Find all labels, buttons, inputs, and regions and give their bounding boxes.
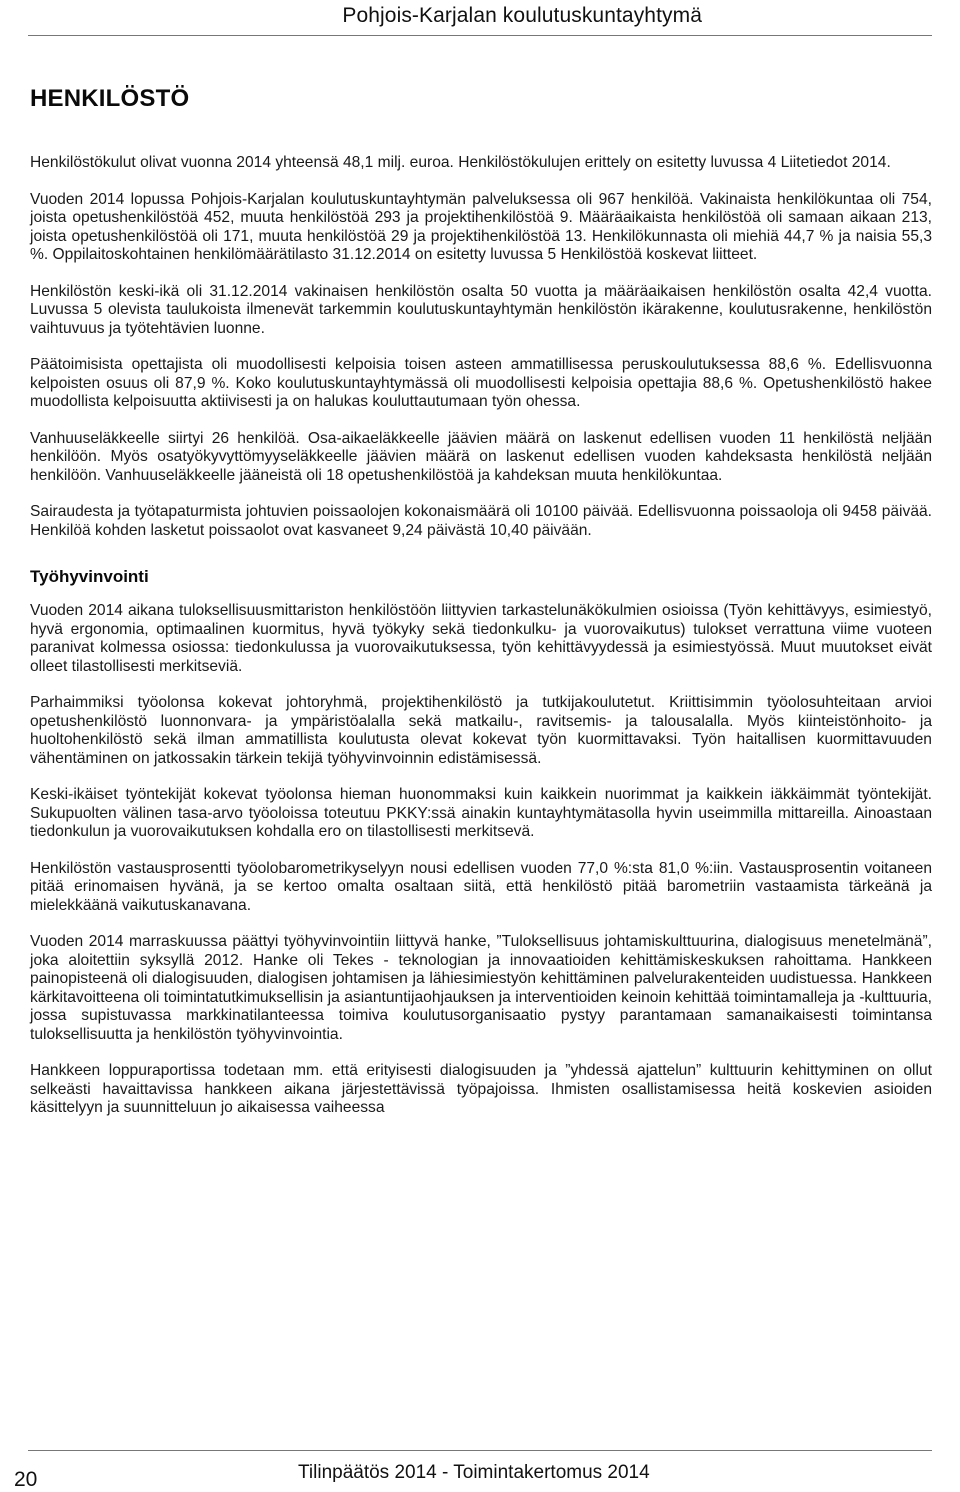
paragraph-response-rate: Henkilöstön vastausprosentti työolobarometrikyselyyn nousi edellisen vuoden 77,0 %:sta 81,0 %:iin. Vastausprosentin voitaneen pitää erinomaisen hyvänä, ja se kertoo omalta osaltaan siitä, että henkilöstö pitää barometriin vastaamista tärkeänä ja mielekkäänä vaikutuskanavana. [30, 859, 932, 914]
paragraph-final-report: Hankkeen loppuraportissa todetaan mm. että erityisesti dialogisuuden ja ”yhdessä ajattelun” kulttuurin kehittyminen on ollut selkeästi havaittavissa hankkeen aikana järjestettävissä työpajoissa. Ihmisten osallistamisessa heitä koskevien asioiden käsittelyyn ja suunnitteluun jo aikaisessa vaiheessa [30, 1062, 932, 1116]
footer-divider [28, 1450, 932, 1451]
paragraph-personnel-costs: Henkilöstökulut olivat vuonna 2014 yhteensä 48,1 milj. euroa. Henkilöstökulujen erittely on esitetty luvussa 4 Liitetiedot 2014. [30, 154, 891, 171]
page-number: 20 [14, 1468, 38, 1491]
paragraph-qualifications: Päätoimisista opettajista oli muodollisesti kelpoisia toisen asteen ammatillisessa peruskoulutuksessa 88,6 %. Edellisvuonna kelpoisten osuus oli 87,9 %. Koko koulutuskuntayhtymässä oli muodollisesti kelpoisia opettajia 88,6 %. Opetushenkilöstö hakee muodollista kelpoisuutta aktiivisesti ja on halukas kouluttautumaan työn ohessa. [30, 356, 932, 410]
section-title: HENKILÖSTÖ [30, 85, 190, 112]
paragraph-absences: Sairaudesta ja työtapaturmista johtuvien poissaolojen kokonaismäärä oli 10100 päivää. Edellisvuonna poissaoloja oli 9458 päivää. Henkilöä kohden lasketut poissaolot ovat kasvaneet 9,24 päivästä 10,40 päivään. [30, 503, 932, 539]
header-divider [28, 35, 932, 36]
subsection-title: Työhyvinvointi [30, 567, 149, 586]
paragraph-average-age: Henkilöstön keski-ikä oli 31.12.2014 vakinaisen henkilöstön osalta 50 vuotta ja määräaikaisen henkilöstön osalta 42,4 vuotta. Luvussa 5 olevista taulukoista ilmenevät tarkemmin koulutuskuntayhtymän henkilöstön ikärakenne, koulutusrakenne, henkilöstön vaihtuvuus ja työtehtävien luonne. [30, 282, 932, 337]
paragraph-project: Vuoden 2014 marraskuussa päättyi työhyvinvointiin liittyvä hanke, ”Tuloksellisuus johtamiskulttuurina, dialogisuus menetelmänä”, joka aloitettiin syksyllä 2012. Hanke oli Tekes - teknologian ja innovaatioiden kehittämiskeskuksen rahoittama. Hankkeen painopisteenä oli dialogisuuden, dialogisen johtamisen ja lähiesimiestyön kehittäminen palvelurakenteiden uudistuessa. Hankkeen kärkitavoitteena oli toimintatutkimuksellisin ja asiantuntijaohjauksen ja interventioiden keinoin kehittää toimintamalleja ja -kulttuuria, jossa supistuvassa markkinatilanteessa toimiva koulutusorganisaatio pystyy parantamaan samanaikaisesti toimintansa tuloksellisuutta ja henkilöstön työhyvinvointia. [30, 933, 932, 1043]
running-header: Pohjois-Karjalan koulutuskuntayhtymä [342, 4, 702, 27]
paragraph-best-conditions: Parhaimmiksi työolonsa kokevat johtoryhmä, projektihenkilöstö ja tutkijakoulutetut. Kriittisimmin työolosuhteitaan arvioi opetushenkilöstö luonnonvara- ja ympäristöalalla sekä matkailu-, ravitsemis- ja talousalalla. Myös kiinteistönhoito- ja huoltohenkilöstö sekä ilman ammatillista koulutusta olevat kokevat työn kuormittavaksi. Työn haitallisen kuormittavuuden vähentäminen on jatkossakin tärkein tekijä työhyvinvoinnin edistämisessä. [30, 694, 932, 767]
footer-title: Tilinpäätös 2014 - Toimintakertomus 2014 [298, 1462, 650, 1483]
page-content [30, 84, 932, 1118]
paragraph-metrics: Vuoden 2014 aikana tuloksellisuusmittariston henkilöstöön liittyvien tarkastelunäkökulmien osioissa (Työn kehittävyys, esimiestyö, hyvä ergonomia, optimaalinen kuormitus, hyvä työkyky sekä tiedonkulku- ja vuorovaikutus) tulokset verrattuna viime vuoteen paranivat kolmessa osiossa: tiedonkulussa ja vuorovaikutuksessa, työn kehittävyydessä ja esimiestyössä. Muut muutokset eivät olleet tilastollisesti merkitseviä. [30, 602, 932, 675]
paragraph-retirement: Vanhuuseläkkeelle siirtyi 26 henkilöä. Osa-aikaeläkkeelle jäävien määrä on laskenut edellisen vuoden 11 henkilöstä neljään henkilöön. Myös osatyökyvyttömyyseläkkeelle jäävien määrä on laskenut edellisen vuoden kahdeksasta henkilöstä neljään henkilöön. Vanhuuseläkkeelle jääneistä oli 18 opetushenkilöstöä ja kahdeksan muuta henkilökuntaa. [30, 429, 932, 484]
paragraph-age-groups: Keski-ikäiset työntekijät kokevat työolonsa hieman huonommaksi kuin kaikkein nuorimmat ja kaikkein iäkkäimmät työntekijät. Sukupuolten välinen tasa-arvo työoloissa toteutuu PKKY:ssä ainakin kuntayhtymätasolla hyvin useimmilla mittareilla. Ainoastaan tiedonkulun ja vuorovaikutuksen kohdalla ero on tilastollisesti merkitsevä. [30, 786, 932, 840]
paragraph-headcount: Vuoden 2014 lopussa Pohjois-Karjalan koulutuskuntayhtymän palveluksessa oli 967 henkilöä. Vakinaista henkilökuntaa oli 754, joista opetushenkilöstöä 452, muuta henkilöstöä 293 ja projektihenkilöstöä 9. Määräaikaista henkilöstöä oli samaan aikaan 213, joista opetushenkilöstöä oli 171, muuta henkilöstöä 29 ja projektihenkilöstöä 13. Henkilökunnasta oli miehiä 44,7 % ja naisia 55,3 %. Oppilaitoskohtainen henkilömäärätilasto 31.12.2014 on esitetty luvussa 5 Henkilöstöä koskevat liitteet. [30, 190, 932, 263]
